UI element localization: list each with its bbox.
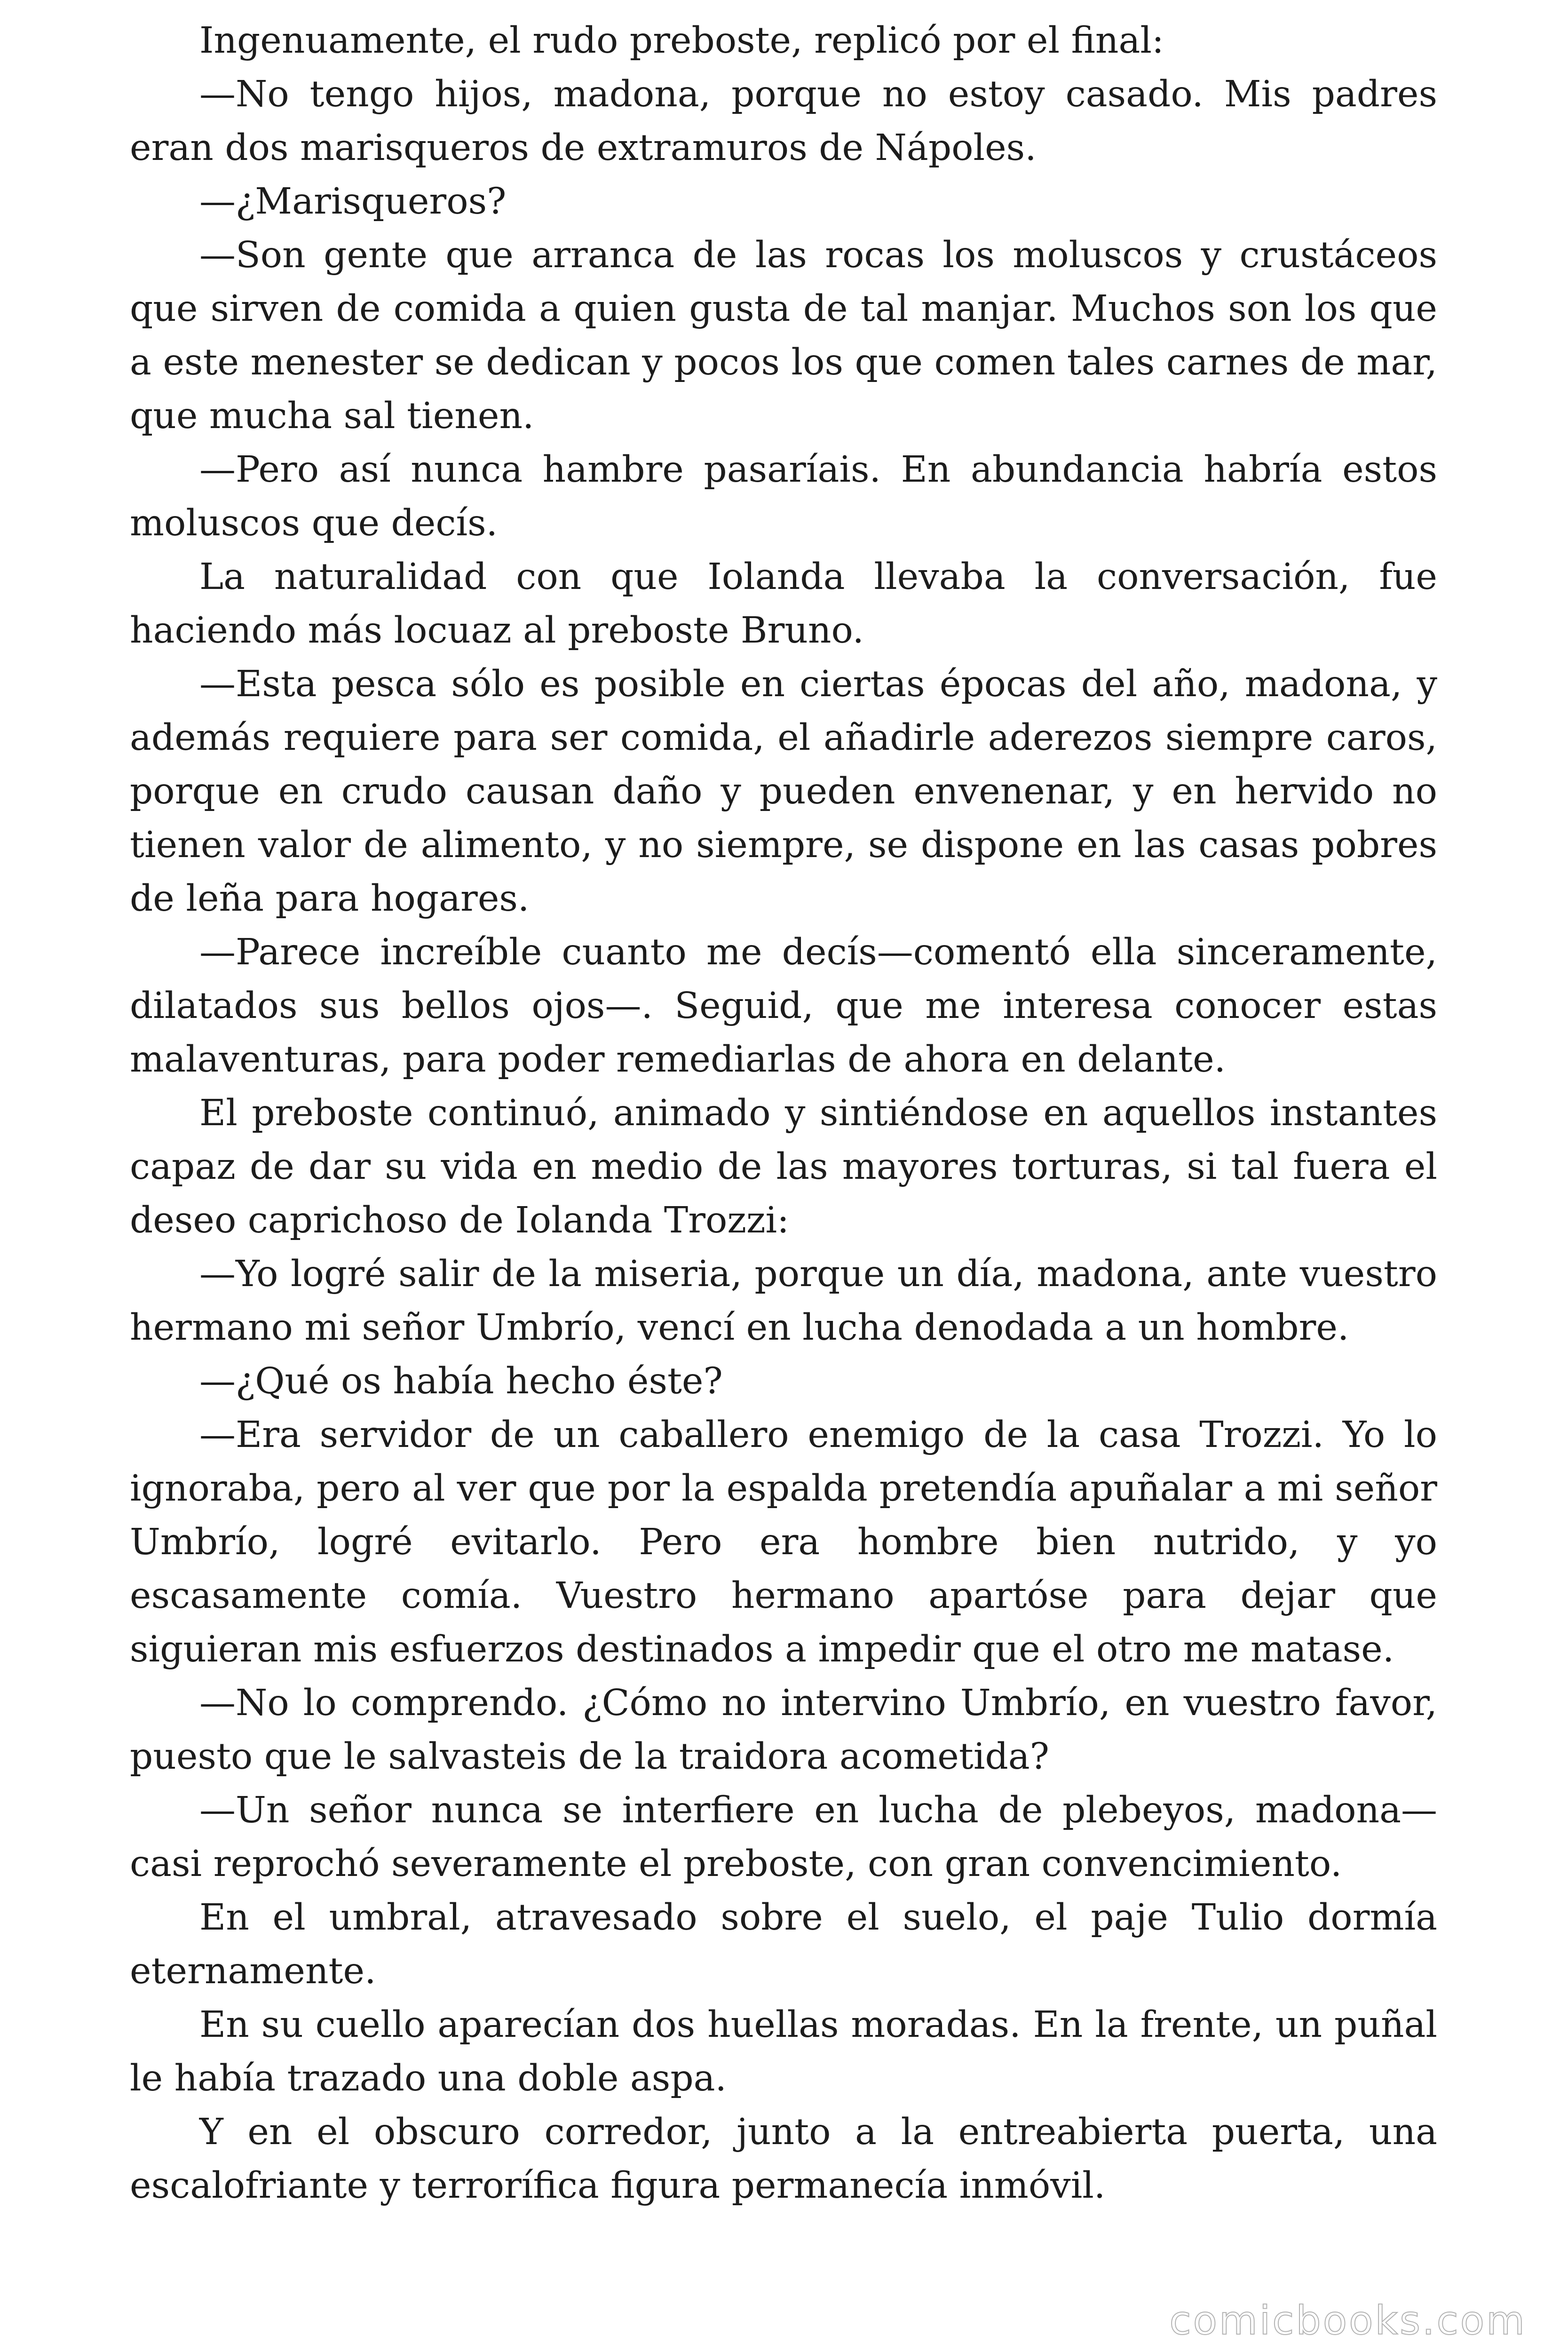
paragraph: En su cuello aparecían dos huellas moradas. En la frente, un puñal le había trazado una doble aspa. [130,2004,1437,2099]
paragraph: —Yo logré salir de la miseria, porque un día, madona, ante vuestro hermano mi señor Umbrío, vencí en lucha denodada a un hombre. [130,1253,1437,1349]
paragraph: La naturalidad con que Iolanda llevaba la conversación, fue haciendo más locuaz al preboste Bruno. [130,556,1437,652]
watermark: comicbooks.com [1169,2297,1527,2344]
page-body [130,14,1437,2213]
paragraph: —Son gente que arranca de las rocas los moluscos y crustáceos que sirven de comida a quien gusta de tal manjar. Muchos son los que a este menester se dedican y pocos los que comen tales carnes de mar, que mucha sal tienen. [130,234,1437,437]
paragraph: —Era servidor de un caballero enemigo de la casa Trozzi. Yo lo ignoraba, pero al ver que por la espalda pretendía apuñalar a mi señor Umbrío, logré evitarlo. Pero era hombre bien nutrido, y yo escasamente comía. Vuestro hermano apartóse para dejar que siguieran mis esfuerzos destinados a impedir que el otro me matase. [130,1414,1437,1670]
paragraph: —No lo comprendo. ¿Cómo no intervino Umbrío, en vuestro favor, puesto que le salvasteis de la traidora acometida? [130,1682,1437,1778]
paragraph: En el umbral, atravesado sobre el suelo, el paje Tulio dormía eternamente. [130,1897,1437,1992]
paragraph: —¿Qué os había hecho éste? [199,1360,723,1402]
paragraph: —Pero así nunca hambre pasaríais. En abundancia habría estos moluscos que decís. [130,449,1437,544]
paragraph: El preboste continuó, animado y sintiéndose en aquellos instantes capaz de dar su vida en medio de las mayores torturas, si tal fuera el deseo caprichoso de Iolanda Trozzi: [130,1092,1437,1241]
paragraph: —No tengo hijos, madona, porque no estoy casado. Mis padres eran dos marisqueros de extramuros de Nápoles. [130,73,1437,169]
paragraph: —Esta pesca sólo es posible en ciertas épocas del año, madona, y además requiere para ser comida, el añadirle aderezos siempre caros, porque en crudo causan daño y pueden envenenar, y en hervido no tienen valor de alimento, y no siempre, se dispone en las casas pobres de leña para hogares. [130,663,1437,920]
paragraph: Y en el obscuro corredor, junto a la entreabierta puerta, una escalofriante y terrorífica figura permanecía inmóvil. [130,2111,1437,2207]
paragraph: —Un señor nunca se interfiere en lucha de plebeyos, madona— casi reprochó severamente el preboste, con gran convencimiento. [130,1789,1437,1885]
paragraph: Ingenuamente, el rudo preboste, replicó por el final: [199,20,1164,62]
paragraph: —Parece increíble cuanto me decís—comentó ella sinceramente, dilatados sus bellos ojos—. Seguid, que me interesa conocer estas malaventuras, para poder remediarlas de ahora en delante. [130,931,1437,1081]
paragraph: —¿Marisqueros? [199,181,507,222]
